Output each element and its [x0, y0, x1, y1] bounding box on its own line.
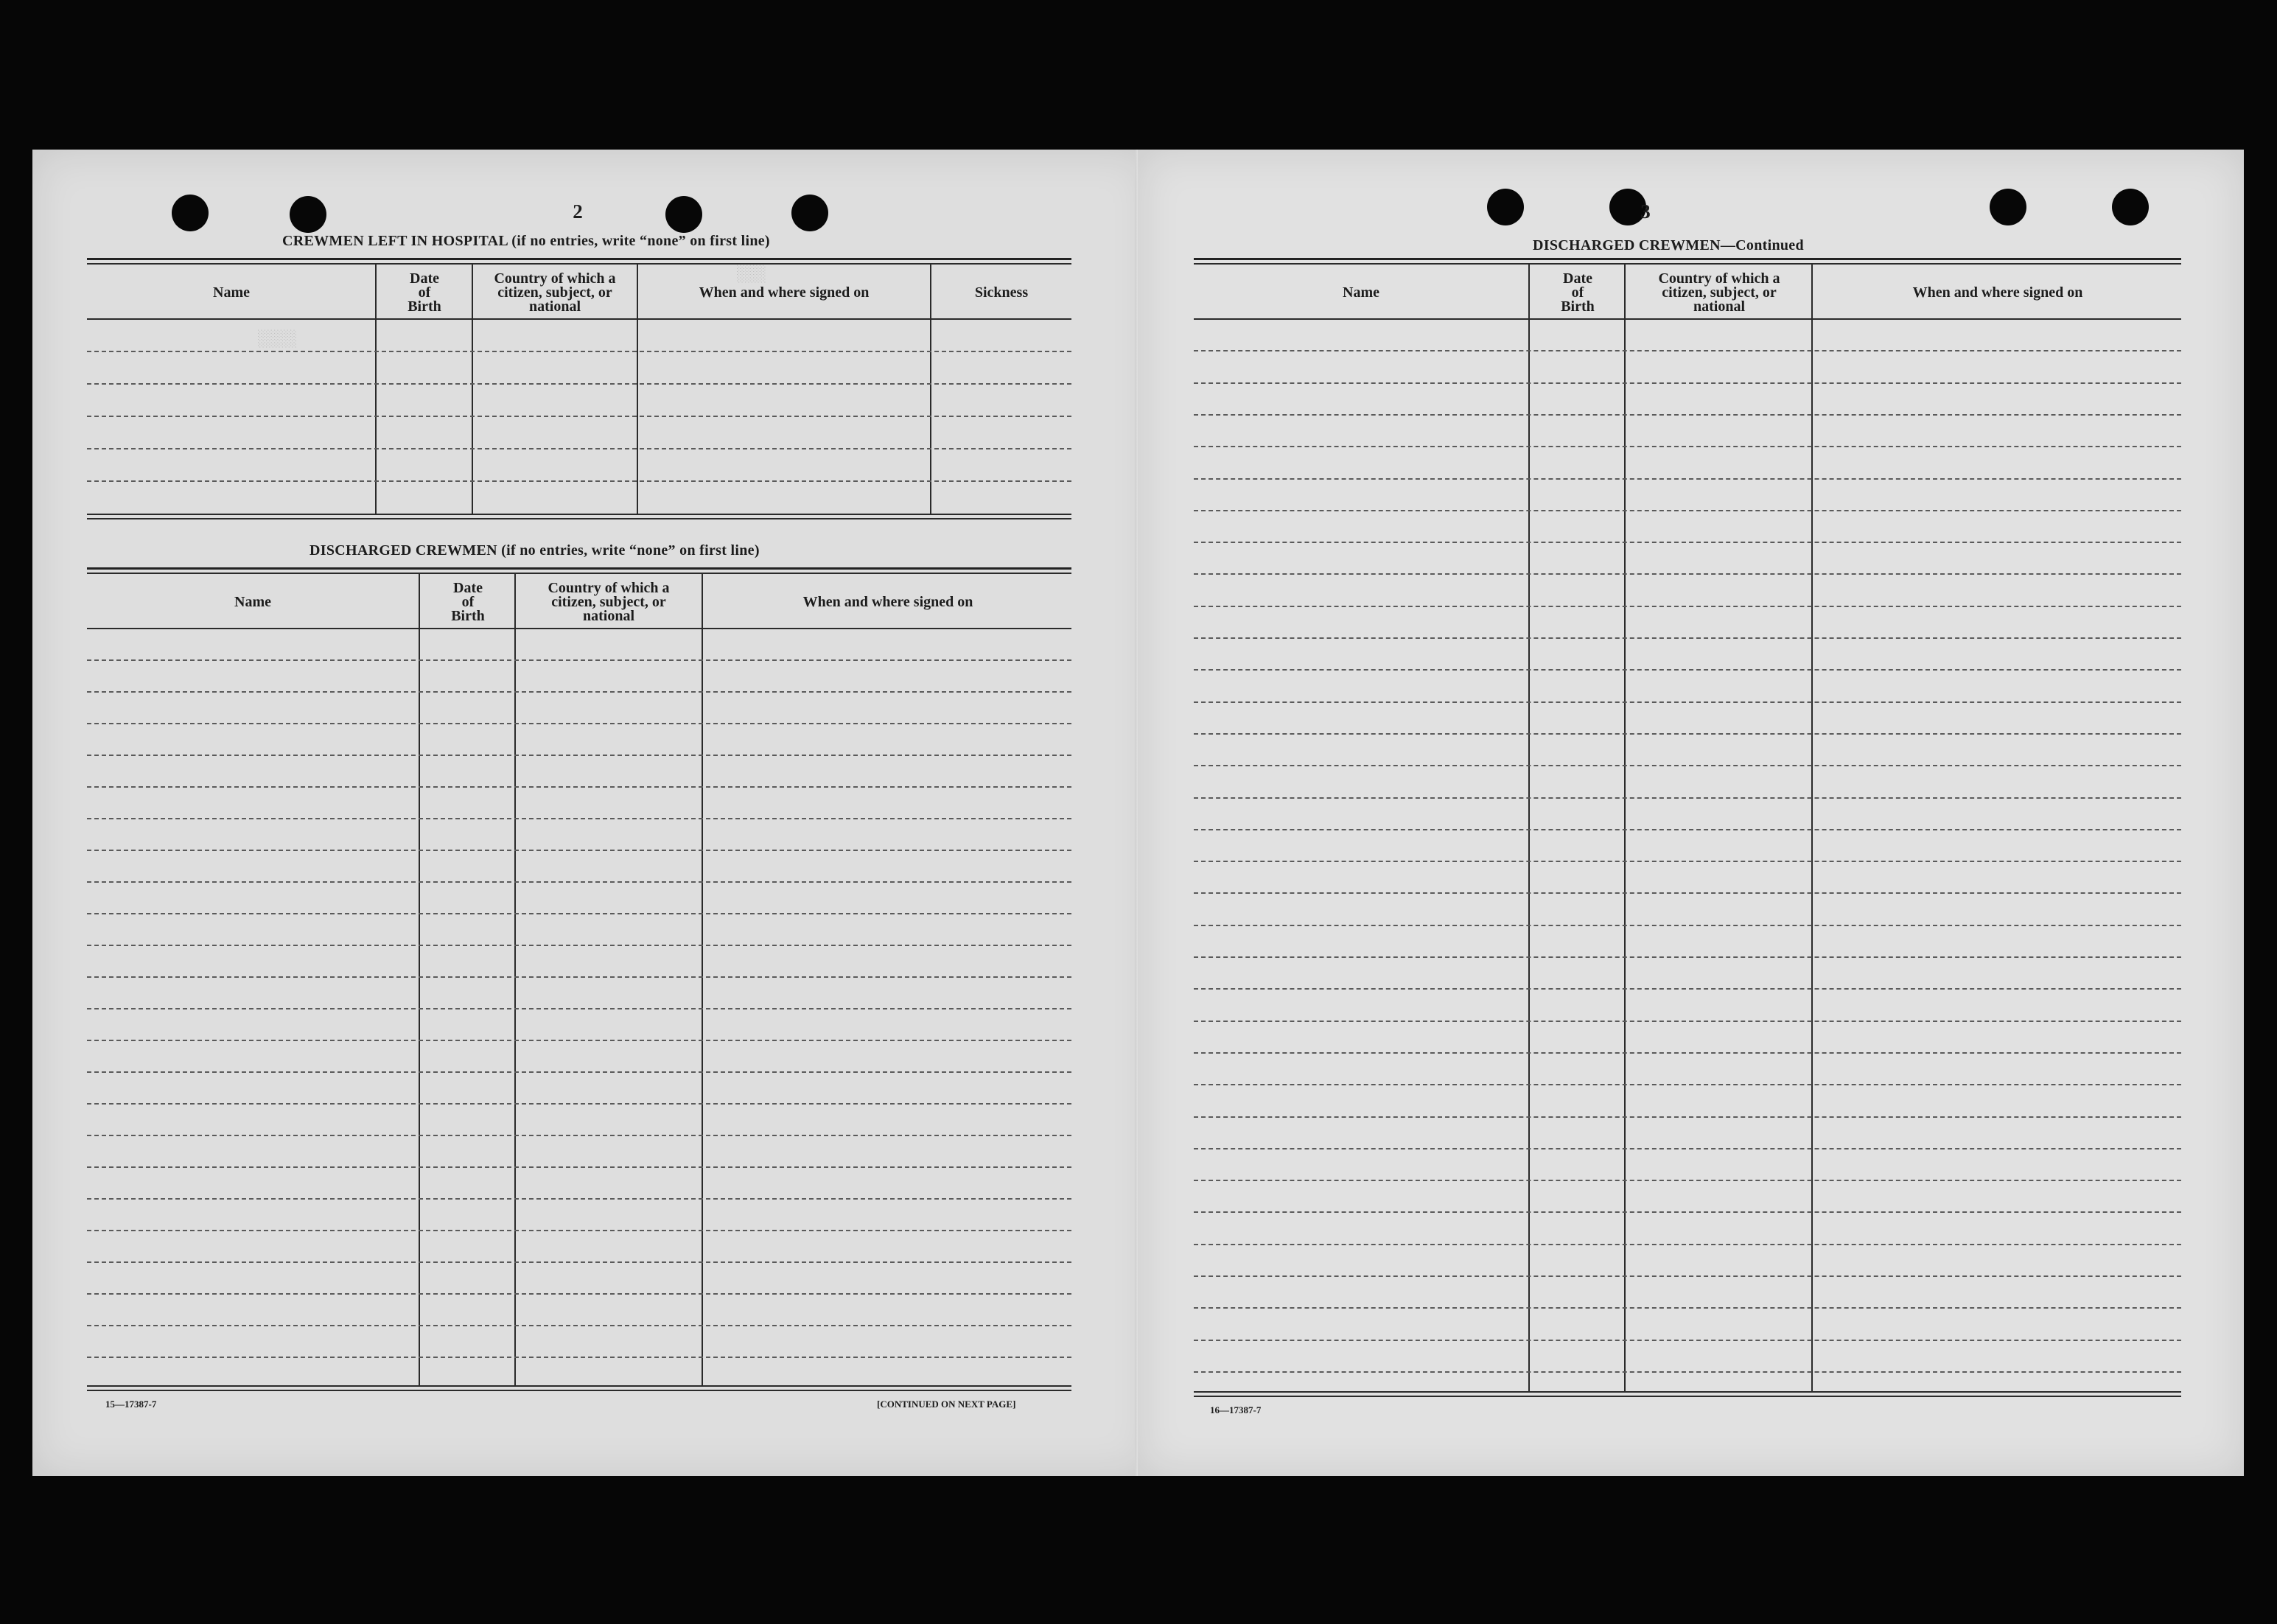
- header-bottom-rule: [87, 318, 1071, 320]
- punch-hole: [791, 195, 828, 231]
- table-row: [1194, 1116, 2181, 1118]
- table-row: [1194, 861, 2181, 862]
- table-row: [1194, 510, 2181, 511]
- table-row: [87, 1071, 1071, 1073]
- column-header-country: [473, 267, 637, 318]
- table-row: [87, 1166, 1071, 1168]
- table-row: [87, 480, 1071, 482]
- table-row: [87, 976, 1071, 978]
- table-row: [87, 383, 1071, 385]
- column-divider: [1811, 264, 1813, 1391]
- table-row: [87, 881, 1071, 883]
- column-header-date-of-birth: [377, 267, 472, 318]
- hospital-section-title: CREWMEN LEFT IN HOSPITAL (if no entries, write “none” on first line): [282, 233, 770, 249]
- header-line: Date: [410, 270, 439, 287]
- table-top-rule: [1194, 258, 2181, 260]
- table-top-rule: [87, 258, 1071, 260]
- column-header-country: [1627, 267, 1811, 318]
- header-line: Birth: [451, 607, 485, 624]
- table-row: [1194, 637, 2181, 639]
- table-row: [1194, 382, 2181, 384]
- column-header-name: Name: [1343, 284, 1379, 301]
- column-divider: [637, 264, 638, 514]
- table-row: [1194, 988, 2181, 990]
- table-row: [87, 1293, 1071, 1295]
- bleed-through-text: ░░░: [737, 265, 766, 284]
- table-row: [1194, 829, 2181, 830]
- header-line: of: [461, 593, 475, 610]
- table-row: [87, 351, 1071, 352]
- header-line: Country of which a: [548, 579, 670, 596]
- table-row: [1194, 542, 2181, 543]
- header-line: national: [528, 298, 581, 315]
- table-bottom-rule: [87, 518, 1071, 519]
- table-row: [87, 1357, 1071, 1358]
- table-row: [87, 913, 1071, 914]
- page-number: 3: [1640, 200, 1651, 223]
- table-row: [87, 818, 1071, 819]
- table-row: [87, 850, 1071, 851]
- punch-hole: [290, 196, 326, 233]
- table-row: [87, 945, 1071, 946]
- table-row: [1194, 765, 2181, 766]
- table-row: [1194, 478, 2181, 480]
- table-row: [87, 1261, 1071, 1263]
- table-row: [1194, 797, 2181, 799]
- punch-hole: [1990, 189, 2026, 225]
- table-row: [1194, 606, 2181, 607]
- column-divider: [375, 264, 377, 514]
- header-line: of: [1571, 284, 1584, 301]
- table-top-rule: [87, 567, 1071, 570]
- table-row: [87, 1008, 1071, 1009]
- form-code: 16—17387-7: [1210, 1404, 1262, 1415]
- table-row: [1194, 1021, 2181, 1022]
- header-line: Date: [1563, 270, 1592, 287]
- table-row: [1194, 669, 2181, 671]
- header-line: Birth: [1561, 298, 1595, 315]
- table-row: [1194, 892, 2181, 894]
- header-line: Country of which a: [494, 270, 616, 287]
- column-divider: [702, 573, 703, 1385]
- table-top-rule: [87, 573, 1071, 574]
- column-divider: [472, 264, 473, 514]
- table-row: [87, 1198, 1071, 1200]
- table-row: [1194, 1148, 2181, 1149]
- table-row: [1194, 1307, 2181, 1309]
- table-row: [87, 723, 1071, 724]
- table-row: [1194, 1340, 2181, 1341]
- punch-hole: [665, 196, 702, 233]
- column-header-sickness: Sickness: [974, 284, 1029, 301]
- header-line: Country of which a: [1658, 270, 1780, 287]
- header-line: national: [1693, 298, 1746, 315]
- column-divider: [930, 264, 931, 514]
- table-row: [87, 755, 1071, 756]
- table-row: [87, 1135, 1071, 1136]
- column-divider: [1528, 264, 1530, 1391]
- table-row: [87, 691, 1071, 693]
- header-line: national: [582, 607, 635, 624]
- punch-hole: [2112, 189, 2149, 225]
- column-header-signed-on: When and where signed on: [1912, 284, 2083, 301]
- table-row: [87, 659, 1071, 661]
- header-line: citizen, subject, or: [1662, 284, 1777, 301]
- table-row: [87, 786, 1071, 788]
- header-line: of: [418, 284, 431, 301]
- table-row: [1194, 1275, 2181, 1277]
- table-row: [1194, 573, 2181, 575]
- header-line: citizen, subject, or: [551, 593, 666, 610]
- header-bottom-rule: [87, 628, 1071, 629]
- form-code: 15—17387-7: [105, 1399, 157, 1410]
- table-bottom-rule: [87, 1385, 1071, 1387]
- table-row: [1194, 1211, 2181, 1213]
- header-line: citizen, subject, or: [497, 284, 612, 301]
- right-page: [1138, 150, 2244, 1476]
- table-row: [87, 1040, 1071, 1041]
- table-row: [87, 1230, 1071, 1231]
- column-divider: [514, 573, 516, 1385]
- table-row: [1194, 1371, 2181, 1373]
- punch-hole: [172, 195, 209, 231]
- header-line: Birth: [408, 298, 441, 315]
- table-row: [1194, 1052, 2181, 1054]
- table-bottom-rule: [87, 514, 1071, 515]
- table-row: [87, 448, 1071, 449]
- header-line: Date: [453, 579, 483, 596]
- column-divider: [419, 573, 420, 1385]
- table-row: [1194, 446, 2181, 447]
- table-row: [87, 1103, 1071, 1105]
- table-row: [1194, 414, 2181, 416]
- column-divider: [1624, 264, 1626, 1391]
- table-bottom-rule: [1194, 1391, 2181, 1393]
- bleed-through-text: ░░░░: [258, 330, 297, 349]
- table-bottom-rule: [1194, 1396, 2181, 1397]
- column-header-date-of-birth: [1531, 267, 1624, 318]
- table-row: [1194, 701, 2181, 703]
- table-row: [1194, 350, 2181, 351]
- column-header-name: Name: [234, 593, 271, 610]
- table-top-rule: [1194, 263, 2181, 265]
- discharged-continued-title: DISCHARGED CREWMEN—Continued: [1533, 237, 1804, 253]
- column-header-signed-on: When and where signed on: [699, 284, 870, 301]
- table-row: [1194, 1180, 2181, 1181]
- table-top-rule: [87, 263, 1071, 265]
- column-header-signed-on: When and where signed on: [802, 593, 973, 610]
- page-number: 2: [573, 200, 583, 223]
- table-row: [1194, 956, 2181, 958]
- left-page: [32, 150, 1153, 1476]
- continued-note: [CONTINUED ON NEXT PAGE]: [877, 1399, 1016, 1410]
- table-row: [1194, 733, 2181, 735]
- header-bottom-rule: [1194, 318, 2181, 320]
- column-header-country: [516, 576, 702, 628]
- table-row: [87, 1325, 1071, 1326]
- punch-hole: [1487, 189, 1524, 225]
- column-header-name: Name: [213, 284, 250, 301]
- table-row: [87, 416, 1071, 417]
- table-row: [1194, 1084, 2181, 1085]
- table-row: [1194, 1244, 2181, 1245]
- table-row: [1194, 925, 2181, 926]
- table-bottom-rule: [87, 1390, 1071, 1391]
- discharged-section-title: DISCHARGED CREWMEN (if no entries, write “none” on first line): [309, 542, 760, 559]
- column-header-date-of-birth: [422, 576, 514, 628]
